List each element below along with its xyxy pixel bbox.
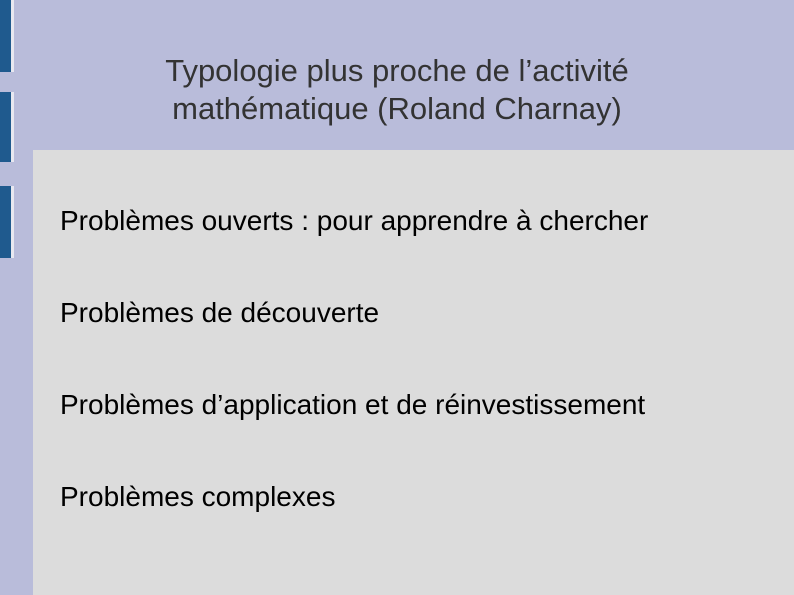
bullet-item-problemes-complexes: Problèmes complexes xyxy=(60,481,336,512)
bullet-item-problemes-application: Problèmes d’application et de réinvestissement xyxy=(60,389,646,420)
decorative-bar-bottom xyxy=(0,186,14,258)
bullet-item-problemes-decouverte: Problèmes de découverte xyxy=(60,297,380,328)
slide-title-line-1: Typologie plus proche de l’activité xyxy=(165,53,629,88)
decorative-bar-middle xyxy=(0,92,14,162)
bullet-list xyxy=(60,205,648,573)
slide-title xyxy=(40,52,754,128)
bullet-item-problemes-ouverts: Problèmes ouverts : pour apprendre à chercher xyxy=(60,205,649,236)
slide-title-line-2: mathématique (Roland Charnay) xyxy=(172,91,622,126)
decorative-bar-top xyxy=(0,0,14,72)
